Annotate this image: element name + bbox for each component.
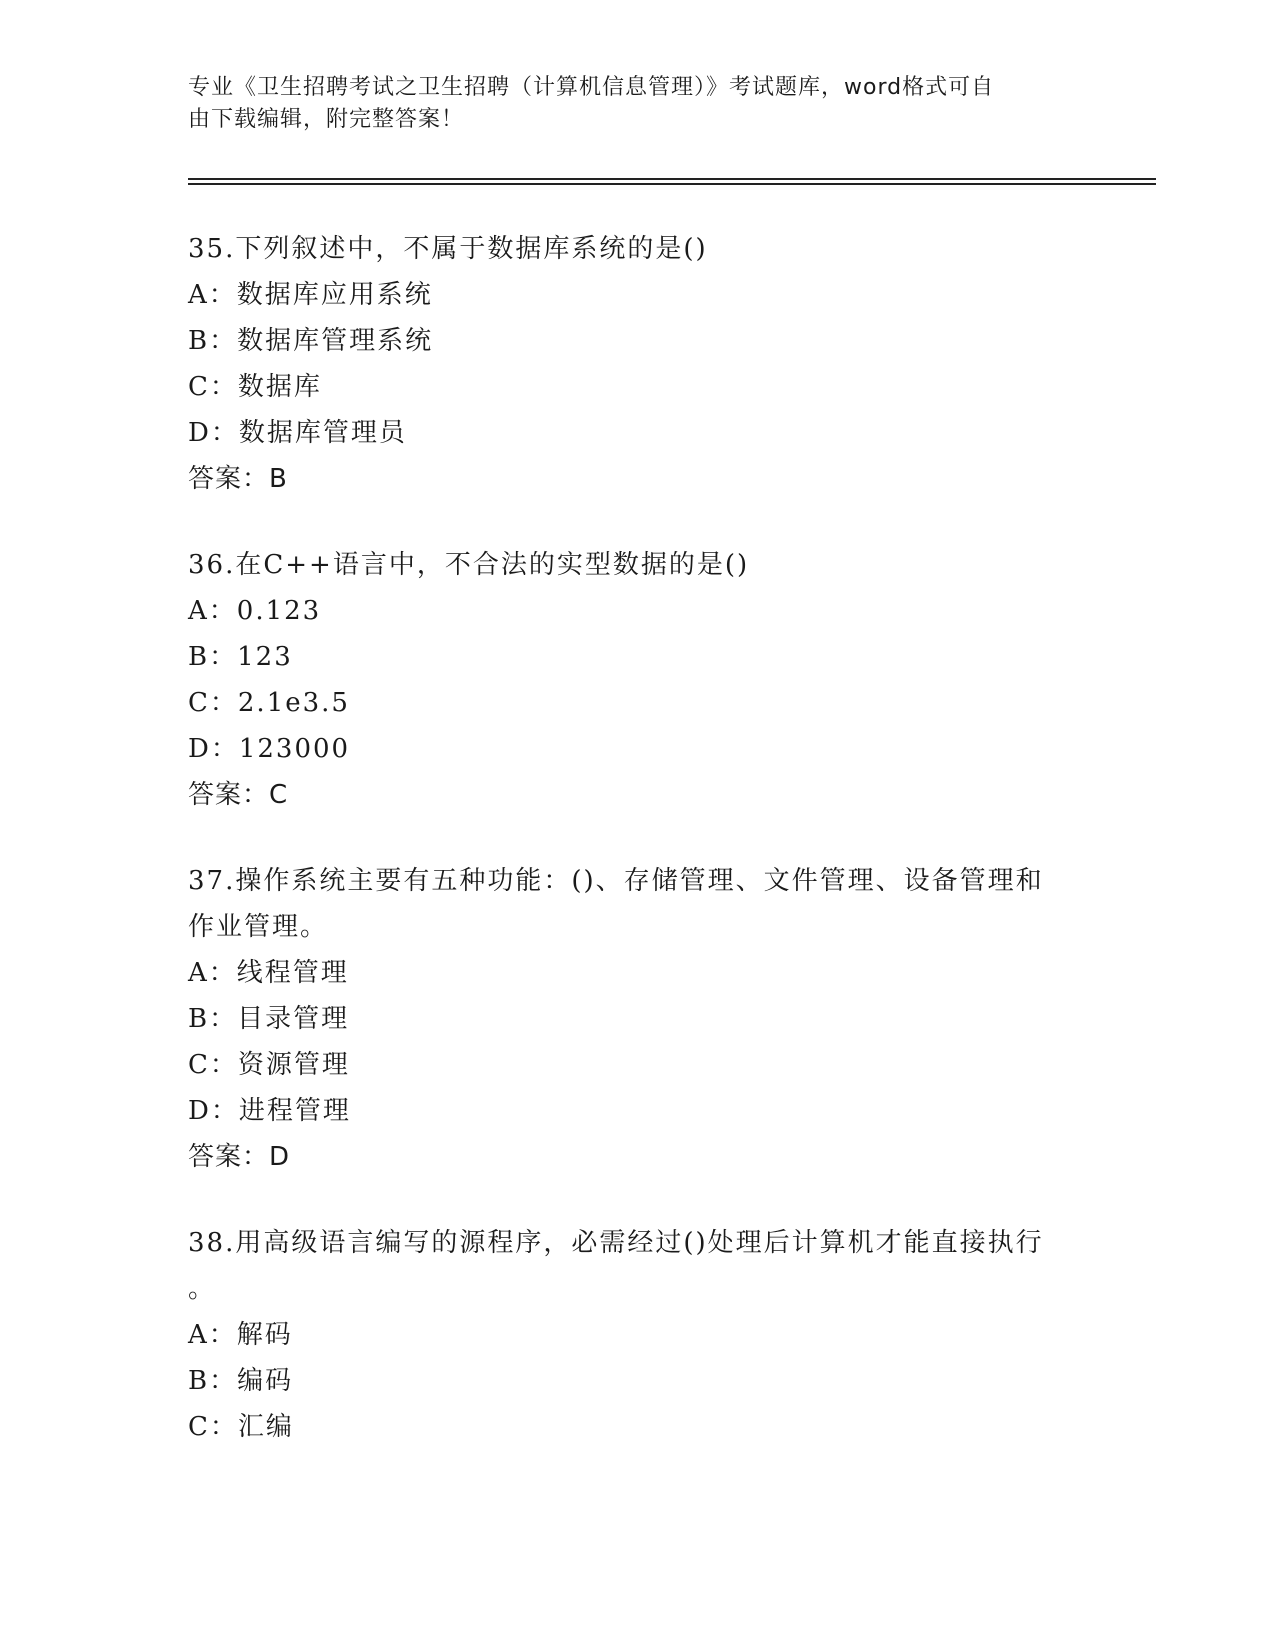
question-38 [188, 1220, 1088, 1450]
option-b: B：目录管理 [188, 1004, 350, 1034]
question-36 [188, 542, 1088, 818]
question-title: 38.用高级语言编写的源程序，必需经过()处理后计算机才能直接执行 [188, 1228, 1044, 1258]
question-title: 36.在C++语言中，不合法的实型数据的是() [188, 550, 750, 580]
question-title: 35.下列叙述中，不属于数据库系统的是() [188, 234, 708, 264]
question-title-continued: 作业管理。 [188, 912, 329, 942]
question-37 [188, 858, 1088, 1180]
option-d: D：进程管理 [188, 1096, 351, 1126]
question-35 [188, 226, 1088, 502]
answer: 答案：C [188, 780, 289, 810]
document-header [188, 72, 1088, 136]
option-b: B：数据库管理系统 [188, 326, 434, 356]
option-c: C：2.1e3.5 [188, 688, 350, 718]
option-d: D：数据库管理员 [188, 418, 407, 448]
option-a: A：线程管理 [188, 958, 349, 988]
header-line-2: 由下载编辑，附完整答案！ [188, 107, 465, 132]
option-d: D：123000 [188, 734, 351, 764]
header-divider-bottom [188, 183, 1156, 185]
header-line-1: 专业《卫生招聘考试之卫生招聘（计算机信息管理）》考试题库，word格式可自 [188, 75, 995, 100]
option-c: C：资源管理 [188, 1050, 350, 1080]
option-a: A：0.123 [188, 596, 322, 626]
option-a: A：解码 [188, 1320, 293, 1350]
option-b: B：123 [188, 642, 293, 672]
option-b: B：编码 [188, 1366, 294, 1396]
header-divider-top [188, 178, 1156, 180]
option-a: A：数据库应用系统 [188, 280, 433, 310]
question-title: 37.操作系统主要有五种功能：()、存储管理、文件管理、设备管理和 [188, 866, 1044, 896]
question-title-continued: 。 [188, 1274, 217, 1304]
option-c: C：数据库 [188, 372, 322, 402]
answer: 答案：D [188, 1142, 291, 1172]
option-c: C：汇编 [188, 1412, 294, 1442]
answer: 答案：B [188, 464, 288, 494]
